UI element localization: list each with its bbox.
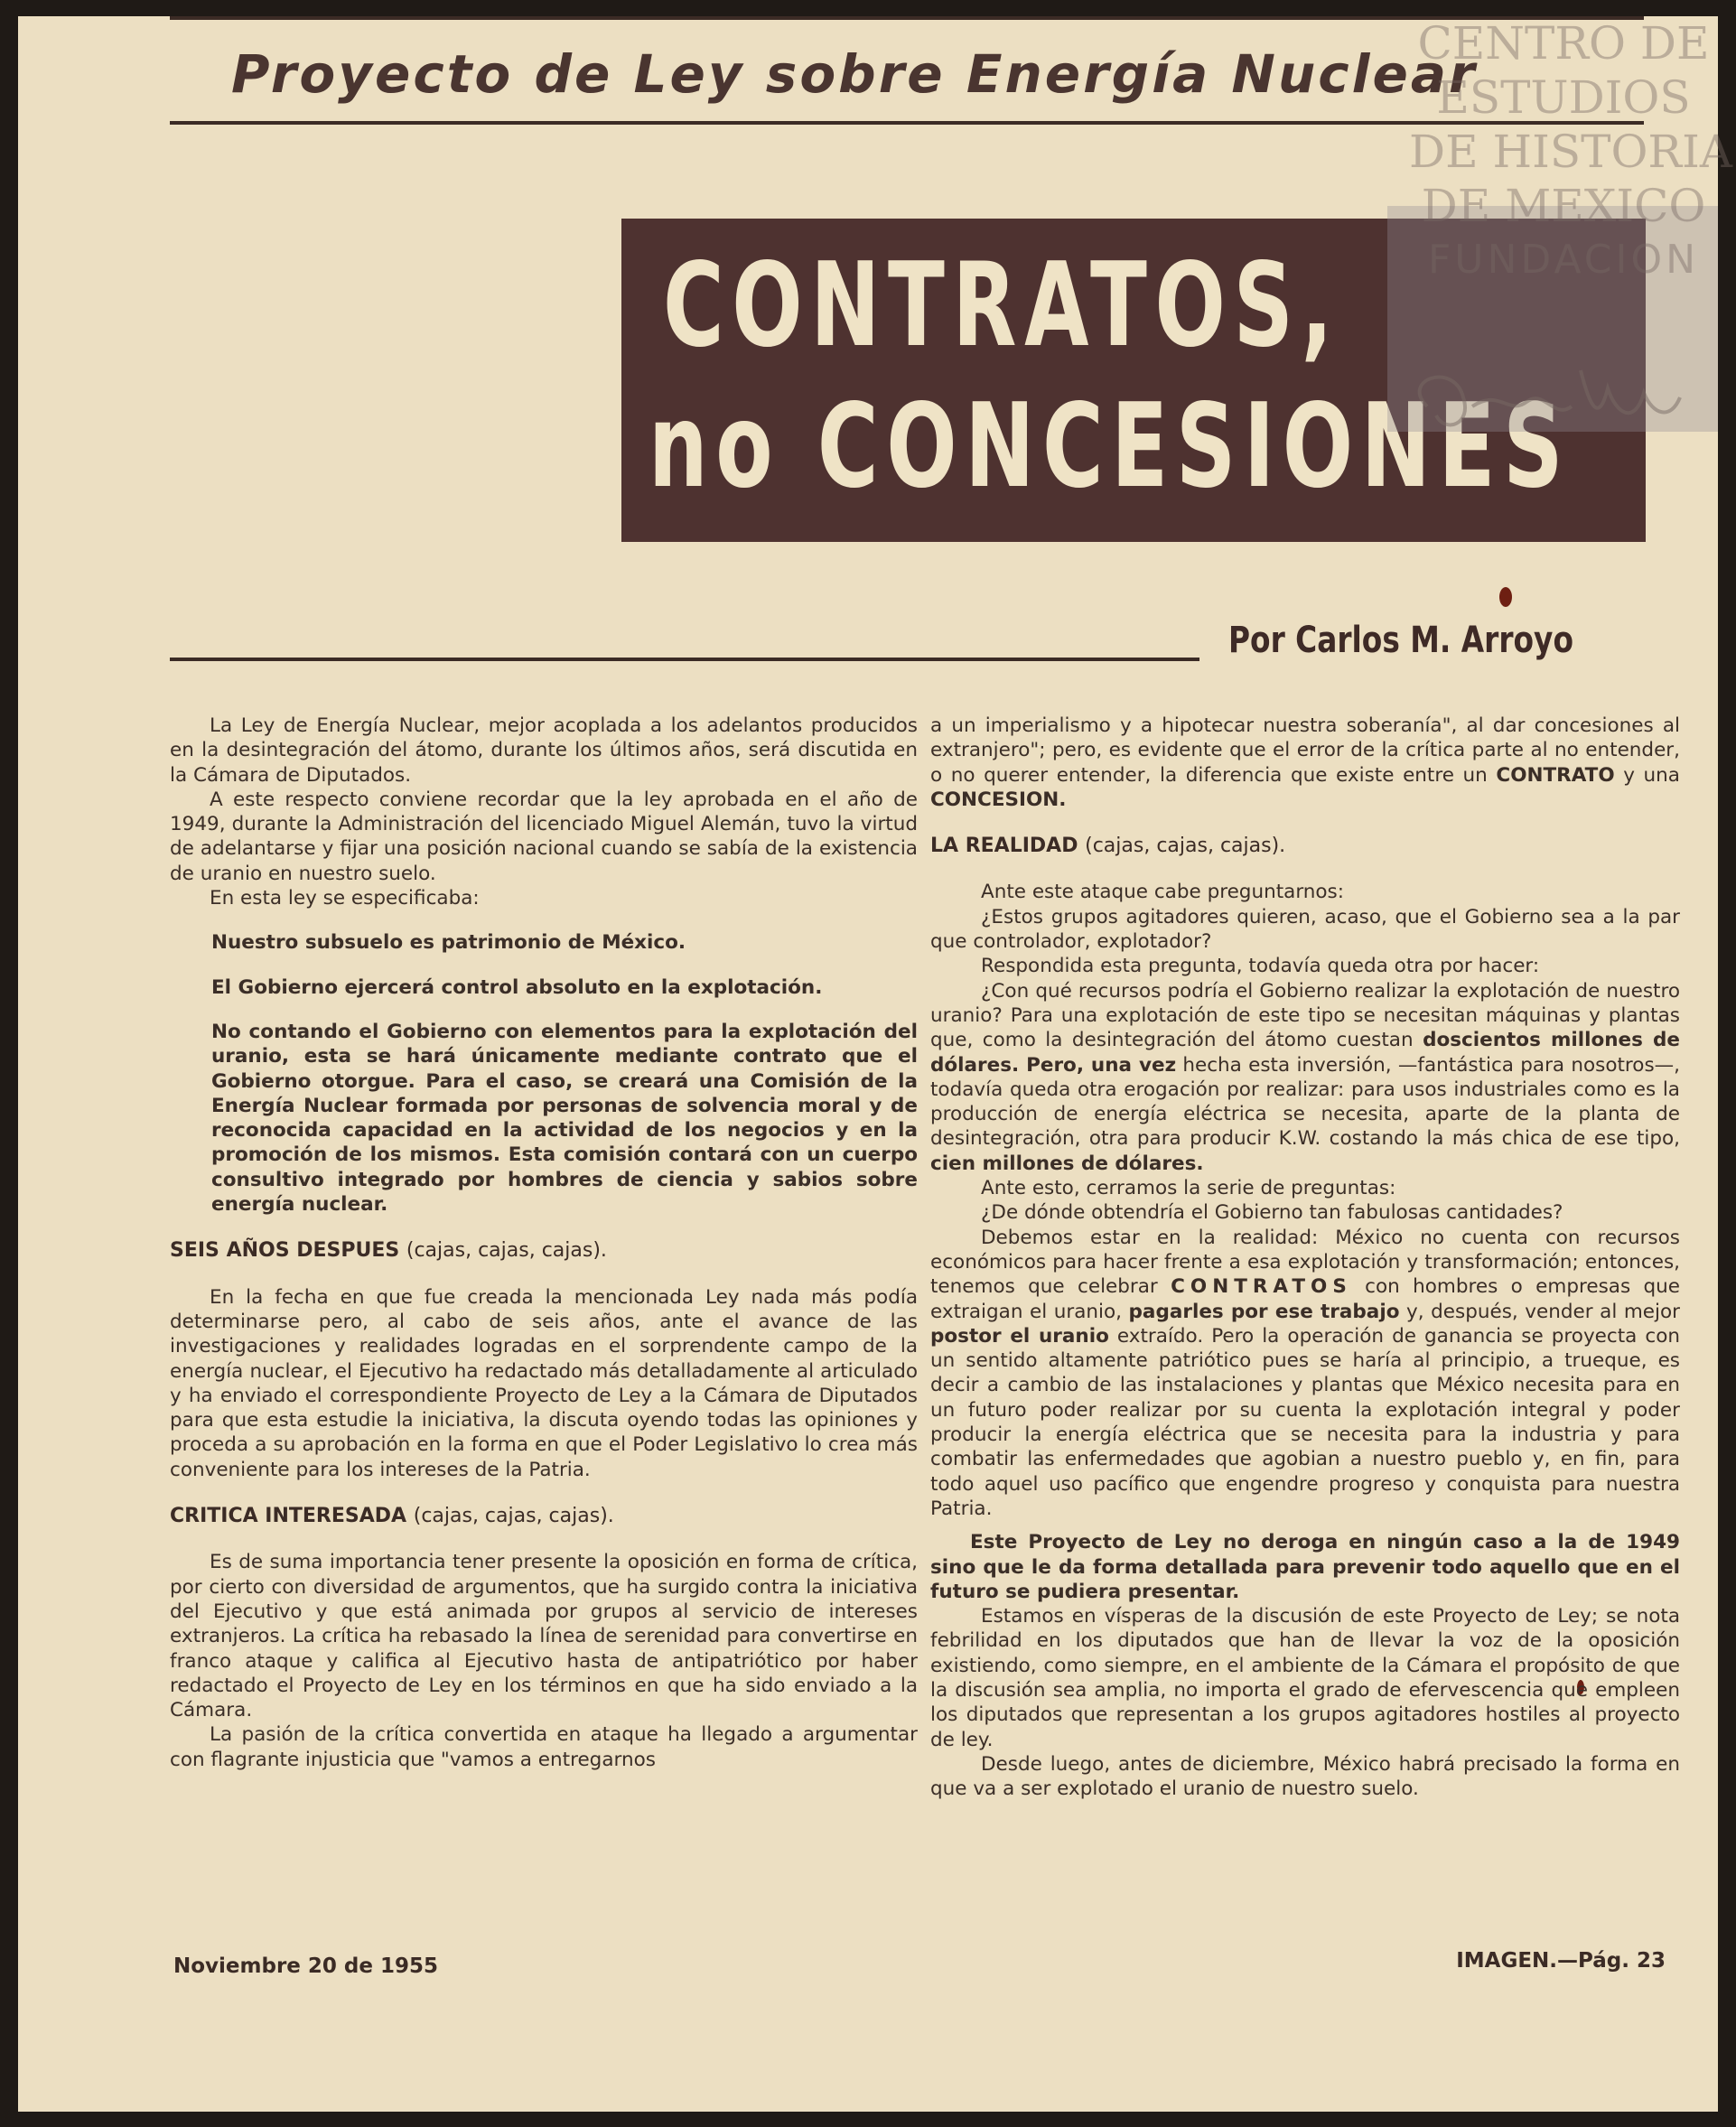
watermark-line: DE MEXICO: [1421, 180, 1706, 232]
emphasis: doscientos millones de dólares. Pero, una vez: [930, 1029, 1680, 1077]
text-run: Debemos estar en la realidad: México no cuenta con recursos económicos para hacer frente a esa explotación y transformación; entonces, tenemos que celebrar: [930, 1226, 1680, 1299]
text-run: a un imperialismo y a hipotecar nuestra soberanía", al dar concesiones al extranjero"; pero, es evidente que el error de la crítica parte al no entender, o no querer entender, la diferencia que existe entre un: [930, 714, 1680, 787]
emphasis: CONCESION.: [930, 788, 1067, 811]
paragraph: La pasión de la crítica convertida en ataque ha llegado a argumentar con flagrante injusticia que "vamos a entregarnos: [170, 1723, 918, 1771]
byline-rule: [170, 658, 1199, 661]
section-heading-sub: (cajas, cajas, cajas).: [413, 1505, 614, 1528]
page-number: IMAGEN.—Pág. 23: [1456, 1949, 1666, 1973]
paragraph: [930, 979, 1680, 1176]
issue-date: Noviembre 20 de 1955: [173, 1954, 439, 1978]
paragraph: Estamos en vísperas de la discusión de este Proyecto de Ley; se nota febrilidad en los diputados que han de llevar la voz de la oposición existiendo, como siempre, en el ambiente de la Cámara el propósito de que la discusión sea amplia, no importa el grado de efervescencia que empleen los diputados que representan a los grupos agitadores hostiles al proyecto de ley.: [930, 1605, 1680, 1751]
paragraph: Es de suma importancia tener presente la oposición en forma de crítica, por cierto con diversidad de argumentos, que ha surgido contra la iniciativa del Ejecutivo y que está animada por grupos al servicio de intereses extranjeros. La crítica ha rebasado la línea de serenidad para convertirse en franco ataque y califica al Ejecutivo hasta de antipatriótico por haber redactado el Proyecto de Ley en los términos en que ha sido enviado a la Cámara.: [170, 1551, 918, 1722]
watermark-line: DE HISTORIA: [1409, 126, 1732, 178]
text-run: hecha esta inversión, —fantástica para nosotros—, todavía queda otra erogación por realizar: para usos industriales como es la producción de energía eléctrica se necesita, aparte de la planta de desintegración, otra para producir K.W. costando la más chica de ese tipo,: [930, 1053, 1680, 1151]
text-run: con hombres o empresas que extraigan el uranio,: [930, 1275, 1680, 1323]
paragraph: Ante esto, cerramos la serie de preguntas:: [981, 1177, 1396, 1200]
law-point: No contando el Gobierno con elementos para la explotación del uranio, esta se hará únicamente mediante contrato que el Gobierno otorgue. Para el caso, se creará una Comisión de la Energía Nuclear formada por personas de solvencia moral y de reconocida capacidad en la actividad de los negocios y en la promoción de los mismos. Esta comisión contará con un cuerpo consultivo integrado por hombres de ciencia y sabios sobre energía nuclear.: [211, 1020, 918, 1217]
text-run: y, después, vender al mejor: [1406, 1300, 1680, 1323]
emphasis: pagarles por ese trabajo: [1128, 1300, 1400, 1323]
byline: Por Carlos M. Arroyo: [1228, 620, 1573, 661]
section-heading-sub: (cajas, cajas, cajas).: [1085, 835, 1286, 858]
headline-line-2: no CONCESIONES: [649, 379, 1572, 514]
watermark-line: ESTUDIOS: [1436, 71, 1691, 124]
left-column: [170, 714, 918, 1772]
watermark-line: FUNDACION: [1427, 237, 1700, 283]
ink-stain: [1499, 587, 1512, 607]
right-column: [930, 714, 1680, 1801]
section-heading: [930, 834, 1680, 858]
paragraph: En la fecha en que fue creada la mencionada Ley nada más podía determinarse pero, al cabo de seis años, ante el avance de las investigaciones y realidades logradas en el sorprendente campo de la energía nuclear, el Ejecutivo ha redactado más detalladamente al articulado y ha enviado el correspondiente Proyecto de Ley a la Cámara de Diputados para que esta estudie la iniciativa, la discuta oyendo todas las opiniones y proceda a su aprobación en la forma en que el Poder Legislativo lo crea más conveniente para los intereses de la Patria.: [170, 1285, 918, 1481]
emphasis: CONTRATO: [1496, 763, 1615, 787]
watermark-signature: [1391, 352, 1698, 452]
emphasis: postor el uranio: [930, 1324, 1109, 1348]
text-run: extraído. Pero la operación de ganancia se proyecta con un sentido altamente patriótico pues se haría al principio, a trueque, es decir a cambio de las instalaciones y plantas que México necesita para en un futuro poder realizar por su cuenta la explotación integral y poder producir la energía eléctrica que se necesita para la industria y para combatir las enfermedades que agobian a nuestro pueblo y, en fin, para todo aquel uso pacífico que engendre progreso y conquista para nuestra Patria.: [930, 1324, 1680, 1520]
headline-line-1: CONTRATOS,: [663, 238, 1341, 373]
text-run: ¿Con qué recursos podría el Gobierno realizar la explotación de nuestro uranio? Para una explotación de este tipo se necesitan máquinas y plantas que, como la desintegración del átomo cuestan: [930, 979, 1680, 1052]
law-point: El Gobierno ejercerá control absoluto en la explotación.: [211, 975, 823, 999]
paragraph: Ante este ataque cabe preguntarnos:: [981, 881, 1345, 904]
watermark-line: CENTRO DE: [1417, 17, 1710, 70]
paragraph: A este respecto conviene recordar que la ley aprobada en el año de 1949, durante la Administración del licenciado Miguel Alemán, tuvo la virtud de adelantarse y fijar una posición nacional cuando se sabía de la existencia de uranio en nuestro suelo.: [170, 788, 918, 885]
paragraph: ¿Estos grupos agitadores quieren, acaso, que el Gobierno sea a la par que controlador, explotador?: [930, 905, 1680, 954]
paragraph: La Ley de Energía Nuclear, mejor acoplada a los adelantos producidos en la desintegración del átomo, durante los últimos años, será discutida en la Cámara de Diputados.: [170, 714, 918, 787]
top-rule: [170, 16, 1644, 20]
paragraph: Respondida esta pregunta, todavía queda otra por hacer:: [981, 955, 1540, 978]
highlight-paragraph: Este Proyecto de Ley no deroga en ningún caso a la de 1949 sino que le da forma detallada para prevenir todo aquello que en el futuro se pudiera presentar.: [930, 1531, 1680, 1603]
paragraph: ¿De dónde obtendría el Gobierno tan fabulosas cantidades?: [981, 1201, 1563, 1225]
section-heading: [170, 1504, 918, 1528]
section-heading: [170, 1238, 918, 1263]
section-heading-text: CRITICA INTERESADA: [170, 1505, 407, 1528]
paragraph: [930, 714, 1680, 812]
paragraph: Desde luego, antes de diciembre, México habrá precisado la forma en que va a ser explotado el uranio de nuestro suelo.: [930, 1752, 1680, 1801]
law-point: Nuestro subsuelo es patrimonio de México.: [211, 931, 686, 955]
section-heading-text: LA REALIDAD: [930, 835, 1078, 858]
paragraph: [930, 1226, 1680, 1522]
section-heading-text: SEIS AÑOS DESPUES: [170, 1239, 400, 1263]
emphasis: cien millones de dólares.: [930, 1152, 1204, 1175]
emphasis: CONTRATOS: [1171, 1275, 1352, 1299]
paragraph: En esta ley se especificaba:: [210, 887, 480, 910]
magazine-page: [18, 16, 1732, 2112]
kicker-rule: [170, 121, 1644, 125]
text-run: y una: [1623, 763, 1680, 787]
section-heading-sub: (cajas, cajas, cajas).: [406, 1239, 607, 1263]
article-kicker: Proyecto de Ley sobre Energía Nuclear: [231, 43, 1478, 105]
